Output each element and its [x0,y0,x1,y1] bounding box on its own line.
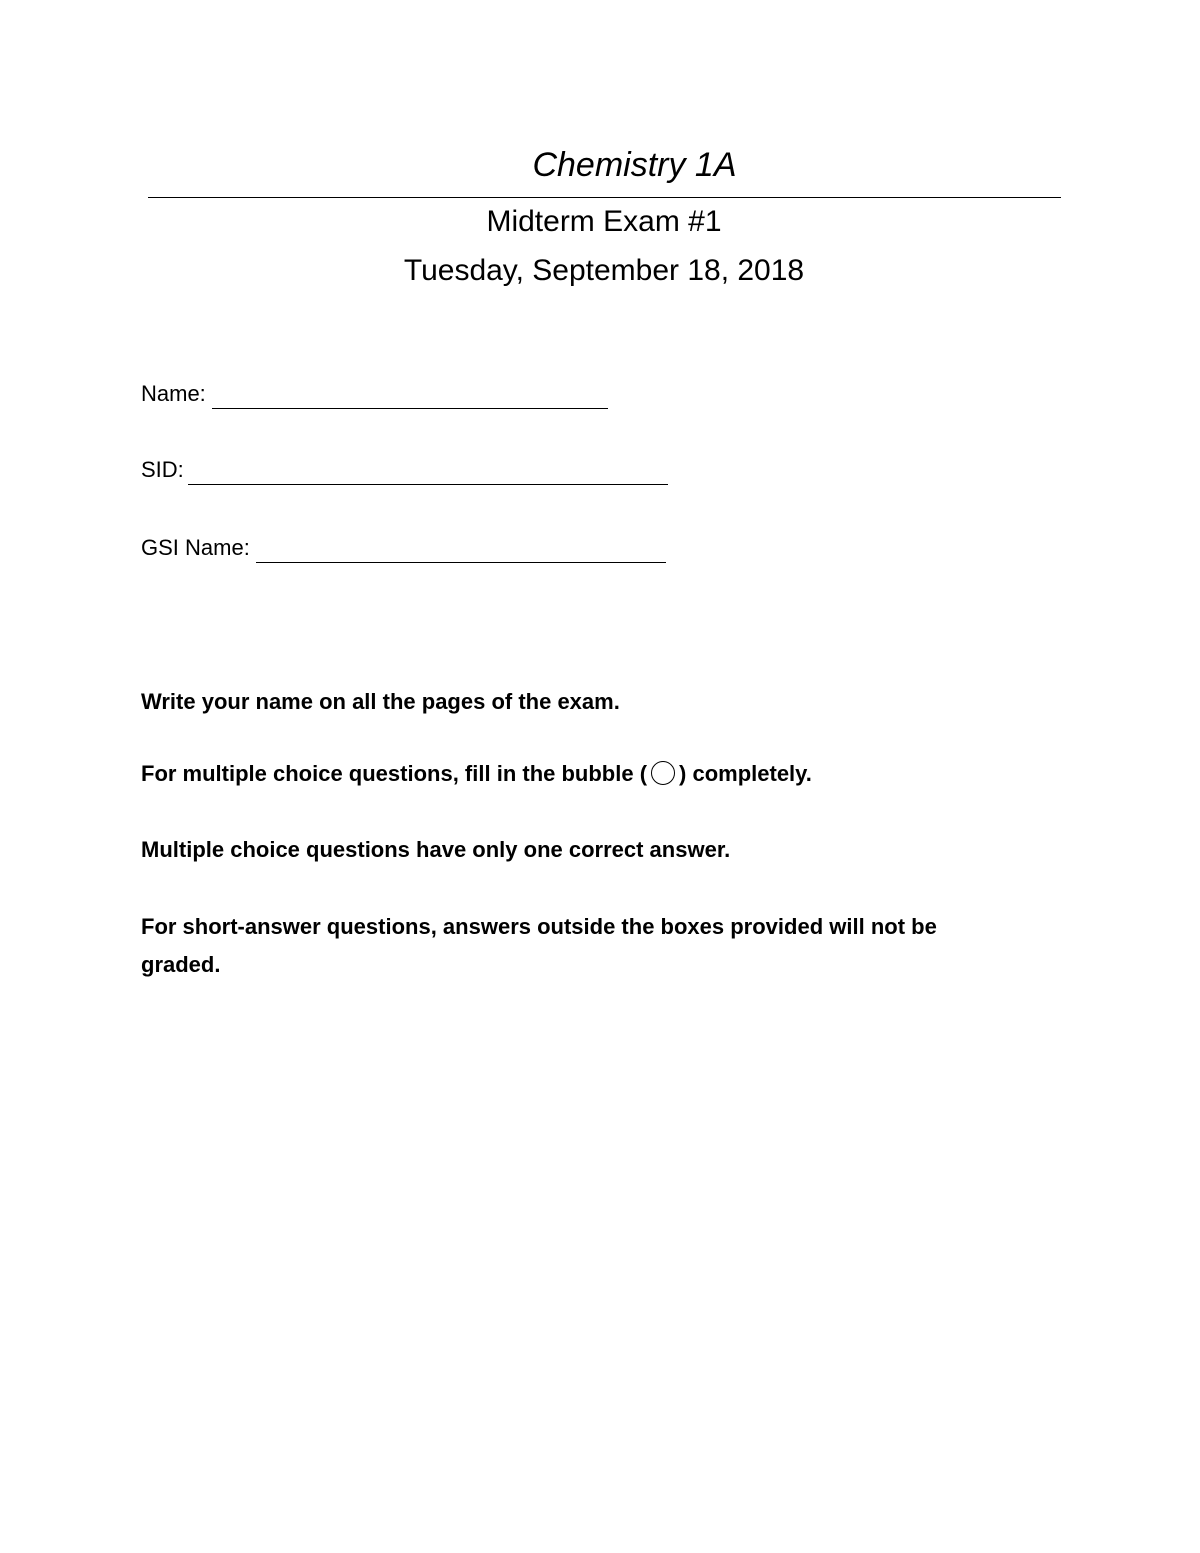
course-title: Chemistry 1A [532,146,737,184]
gsi-name-blank-line[interactable] [256,542,666,563]
gsi-name-field [141,533,666,563]
instruction-short-answer-boxes: For short-answer questions, answers outside the boxes provided will not be graded. [141,914,937,977]
instruction-fill-bubble-text-end: ) completely. [679,761,812,786]
exam-date: Tuesday, September 18, 2018 [403,254,805,287]
sid-field [141,455,668,485]
name-field [141,379,608,409]
instruction-fill-bubble [141,755,1021,793]
sid-label: SID: [141,457,184,482]
name-label: Name: [141,381,206,406]
instruction-fill-bubble-text-start: For multiple choice questions, fill in the bubble ( [141,761,648,786]
exam-title: Midterm Exam #1 [486,205,722,238]
name-blank-line[interactable] [212,388,608,409]
title-divider [148,197,1061,198]
bubble-icon [651,761,675,785]
instruction-one-correct-answer: Multiple choice questions have only one correct answer. [141,837,731,862]
instruction-write-name: Write your name on all the pages of the exam. [141,689,620,714]
sid-blank-line[interactable] [188,464,668,485]
gsi-name-label: GSI Name: [141,535,250,560]
